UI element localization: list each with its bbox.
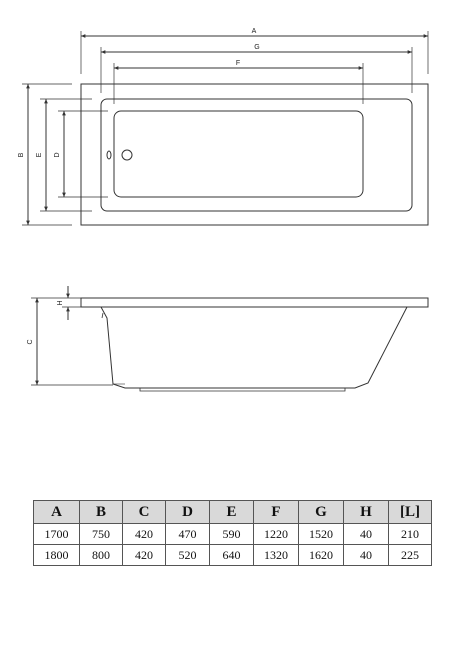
dim-label-e: E: [36, 152, 43, 158]
table-header-cell: [L]: [389, 501, 432, 524]
dim-label-b: B: [18, 152, 25, 158]
table-cell: 40: [344, 545, 389, 566]
dim-label-g: G: [254, 44, 260, 51]
side-view: [31, 286, 428, 391]
tub-basin-floor: [114, 111, 363, 197]
table-cell: 1220: [254, 524, 299, 545]
dim-label-h: H: [57, 300, 64, 306]
dim-label-c: C: [27, 339, 34, 345]
table-cell: 1620: [299, 545, 344, 566]
table-header-cell: A: [34, 501, 80, 524]
table-cell: 210: [389, 524, 432, 545]
table-cell: 590: [210, 524, 254, 545]
table-header-cell: E: [210, 501, 254, 524]
tub-inner-rim: [101, 99, 412, 211]
table-cell: 1320: [254, 545, 299, 566]
dim-label-d: D: [54, 152, 61, 158]
table-cell: 40: [344, 524, 389, 545]
table-cell: 420: [123, 524, 166, 545]
table-cell: 520: [166, 545, 210, 566]
table-cell: 800: [80, 545, 123, 566]
table-row: [34, 545, 432, 566]
overflow-icon: [107, 151, 111, 159]
top-view: [22, 31, 428, 225]
table-header-cell: D: [166, 501, 210, 524]
table-cell: 1800: [34, 545, 80, 566]
table-cell: 750: [80, 524, 123, 545]
tub-body-profile: [101, 307, 407, 388]
tub-rim-profile: [81, 298, 428, 307]
table-header-cell: G: [299, 501, 344, 524]
table-header-cell: F: [254, 501, 299, 524]
table-row: [34, 524, 432, 545]
table-cell: 420: [123, 545, 166, 566]
dim-label-f: F: [235, 60, 241, 67]
table-cell: 225: [389, 545, 432, 566]
table-cell: 470: [166, 524, 210, 545]
table-cell: 1700: [34, 524, 80, 545]
dimensions-table: [33, 500, 432, 566]
table-header-cell: H: [344, 501, 389, 524]
drain-icon: [122, 150, 132, 160]
table-header-row: [34, 501, 432, 524]
table-cell: 640: [210, 545, 254, 566]
table-header-cell: C: [123, 501, 166, 524]
table-header-cell: B: [80, 501, 123, 524]
table-cell: 1520: [299, 524, 344, 545]
tub-outer-outline: [81, 84, 428, 225]
dim-label-a: A: [251, 28, 257, 35]
